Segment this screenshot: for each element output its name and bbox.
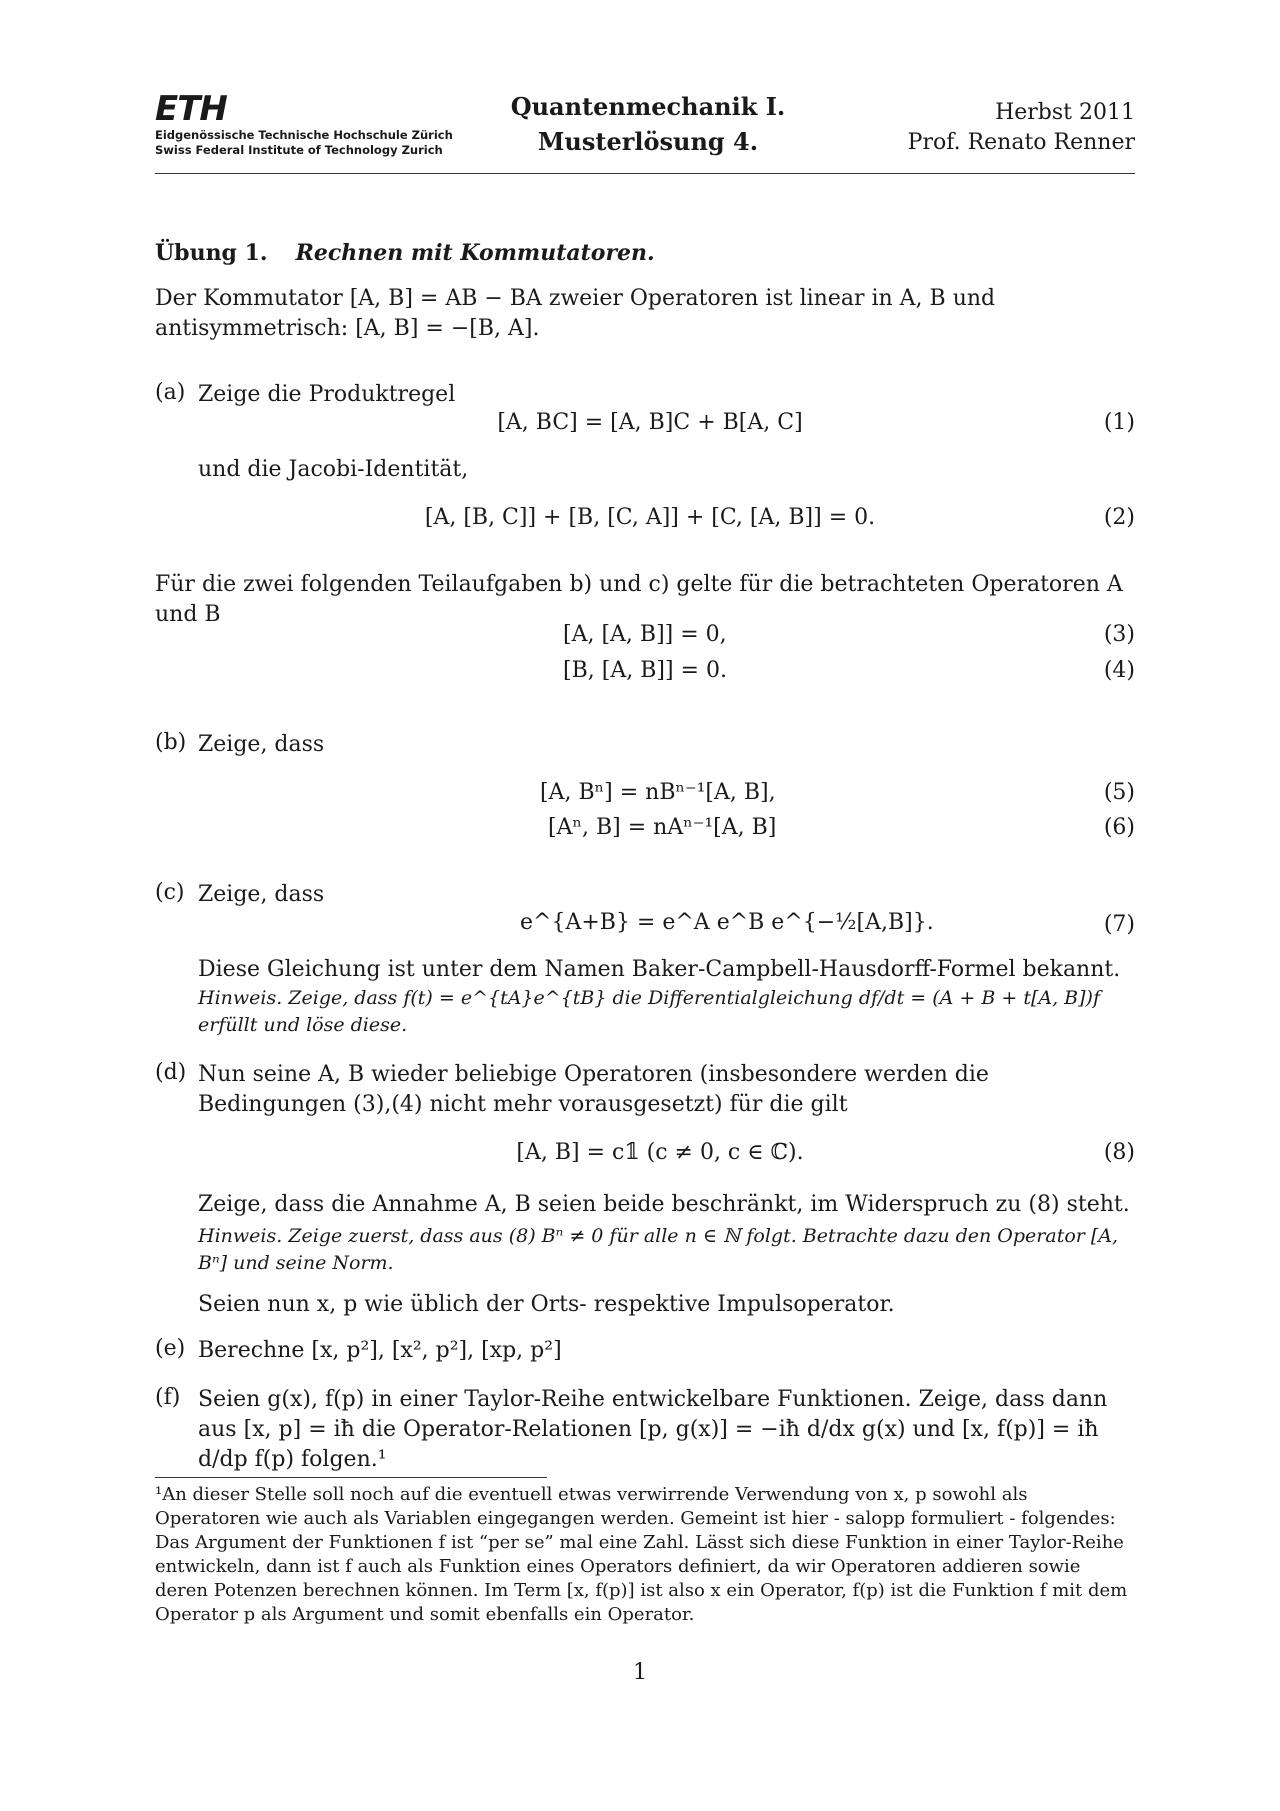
exercise-number: Übung 1. [155,240,268,266]
institution-de: Eidgenössische Technische Hochschule Zürich [155,128,453,142]
course-title: Quantenmechanik I. [510,92,786,121]
part-e-label: (e) [155,1336,186,1361]
exercise-heading [155,238,1135,269]
eth-logo: ETH [155,89,227,129]
exercise-intro: Der Kommutator [A, B] = AB − BA zweier Operatoren ist linear in A, B und antisymmetrisch: [A, B] = −[B, A]. [155,286,996,341]
footnote-rule [155,1477,547,1478]
bc-intro: Für die zwei folgenden Teilaufgaben b) und c) gelte für die betrachteten Operatoren A und B [155,572,1123,627]
part-b-text: Zeige, dass [198,732,325,757]
part-e-text: Berechne [x, p²], [x², p²], [xp, p²] [198,1338,562,1363]
part-a-label: (a) [155,380,186,405]
equation-8-number: (8) [1103,1140,1135,1165]
part-c-text: Zeige, dass [198,882,325,907]
equation-1-number: (1) [1103,410,1135,435]
equation-5: [A, Bⁿ] = nBⁿ⁻¹[A, B], [540,780,776,805]
part-d-text3: Seien nun x, p wie üblich der Orts- respektive Impulsoperator. [198,1292,895,1317]
part-f-text: Seien g(x), f(p) in einer Taylor-Reihe entwickelbare Funktionen. Zeige, dass dann aus [x, p] = iħ die Operator-Relationen [p, g(x)] = −iħ d/dx g(x) und [x, f(p)] = iħ d/dp f(p) folgen.¹ [198,1387,1108,1472]
footnote: ¹An dieser Stelle soll noch auf die eventuell etwas verwirrende Verwendung von x, p sowohl als Operatoren wie auch als Variablen eingegangen werden. Gemeint ist hier - salopp formuliert - folgendes: Das Argument der Funktionen f ist “per se” mal eine Zahl. Lässt sich diese Funktion in einer Taylor-Reihe entwickeln, dann ist f auch als Funktion eines Operators definiert, da wir Operatoren addieren sowie deren Potenzen berechnen können. Im Term [x, f(p)] ist also x ein Operator, f(p) ist die Funktion f mit dem Operator p als Argument und somit ebenfalls ein Operator. [155,1484,1128,1625]
equation-2: [A, [B, C]] + [B, [C, A]] + [C, [A, B]] = 0. [424,505,876,530]
equation-3: [A, [A, B]] = 0, [563,622,727,647]
equation-7: e^{A+B} = e^A e^B e^{−½[A,B]}. [520,910,934,935]
equation-2-number: (2) [1103,505,1135,530]
part-d-hint: Hinweis. Zeige zuerst, dass aus (8) Bⁿ ≠ 0 für alle n ∈ ℕ folgt. Betrachte dazu den Operator [A, Bⁿ] und seine Norm. [198,1225,1119,1274]
equation-4: [B, [A, B]] = 0. [563,658,727,683]
part-d-label: (d) [155,1060,187,1085]
sheet-title: Musterlösung 4. [537,127,759,156]
equation-8: [A, B] = c𝟙 (c ≠ 0, c ∈ ℂ). [516,1140,804,1165]
equation-1: [A, BC] = [A, B]C + B[A, C] [497,410,803,435]
equation-6-number: (6) [1103,815,1135,840]
exercise-title: Rechnen mit Kommutatoren. [295,240,655,266]
part-a-text2: und die Jacobi-Identität, [198,457,469,482]
part-f-label: (f) [155,1385,181,1410]
part-c-hint: Hinweis. Zeige, dass f(t) = e^{tA}e^{tB} die Differentialgleichung df/dt = (A + B + t[A, B])f erfüllt und löse diese. [198,987,1100,1036]
equation-3-number: (3) [1103,622,1135,647]
institution-en: Swiss Federal Institute of Technology Zurich [155,143,443,157]
equation-6: [Aⁿ, B] = nAⁿ⁻¹[A, B] [548,815,777,840]
equation-4-number: (4) [1103,658,1135,683]
part-c-text2: Diese Gleichung ist unter dem Namen Baker-Campbell-Hausdorff-Formel bekannt. [198,957,1121,982]
part-d-text: Nun seine A, B wieder beliebige Operatoren (insbesondere werden die Bedingungen (3),(4) nicht mehr vorausgesetzt) für die gilt [198,1062,989,1117]
equation-5-number: (5) [1103,780,1135,805]
equation-7-number: (7) [1103,912,1135,937]
part-a-text: Zeige die Produktregel [198,382,456,407]
term: Herbst 2011 [995,100,1135,125]
header-rule [155,173,1135,174]
part-d-text2: Zeige, dass die Annahme A, B seien beide beschränkt, im Widerspruch zu (8) steht. [198,1192,1130,1217]
part-b-label: (b) [155,730,187,755]
page-number: 1 [633,1660,647,1685]
professor: Prof. Renato Renner [907,130,1135,155]
part-c-label: (c) [155,880,185,905]
